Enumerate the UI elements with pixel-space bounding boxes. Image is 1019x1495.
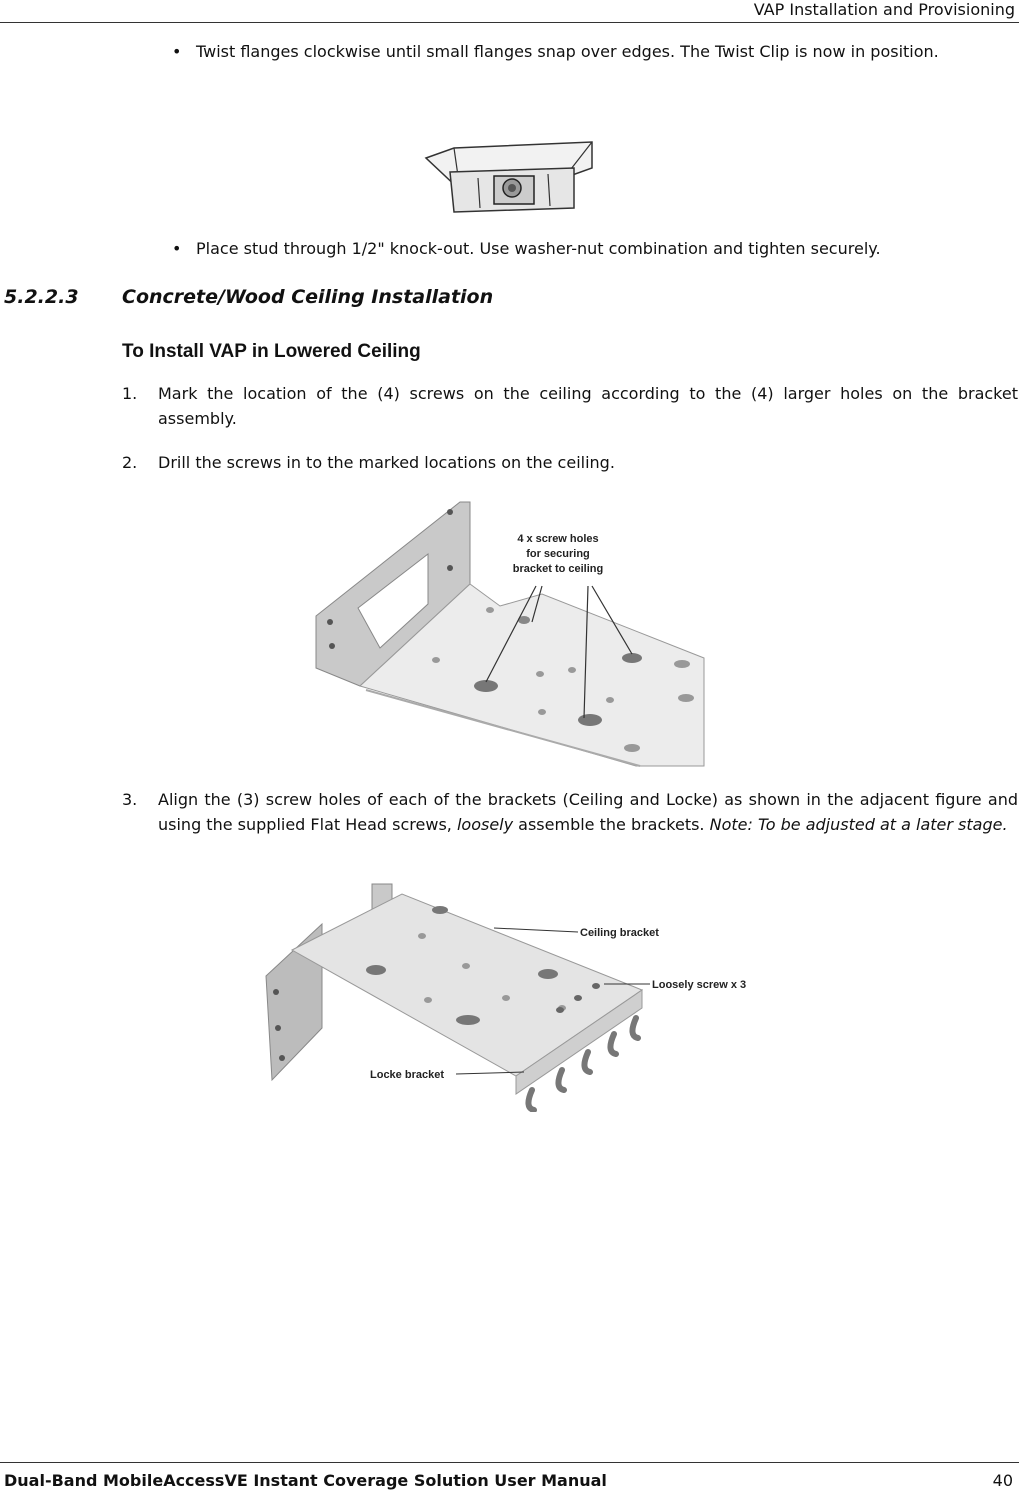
- step-number: 1.: [122, 384, 138, 403]
- emphasis-loosely: loosely: [456, 815, 514, 834]
- callout-line-2: for securing: [526, 548, 590, 560]
- step-2: [122, 450, 1018, 475]
- bullet-marker: •: [172, 239, 182, 258]
- bullet-text: Place stud through 1/2" knock-out. Use washer-nut combination and tighten securely.: [196, 239, 881, 258]
- bullet-marker: •: [172, 42, 182, 61]
- section-number: 5.2.2.3: [4, 286, 79, 308]
- callout-line-3: bracket to ceiling: [512, 563, 604, 575]
- step-1: [122, 381, 1018, 431]
- ceiling-bracket-figure: [310, 498, 710, 770]
- assembled-brackets-figure: [262, 880, 762, 1112]
- step-note: Note: To be adjusted at a later stage.: [709, 815, 1008, 834]
- bullet-twist-flanges: [172, 40, 1018, 64]
- section-title: Concrete/Wood Ceiling Installation: [122, 286, 494, 308]
- label-ceiling-bracket: Ceiling bracket: [580, 927, 659, 939]
- page-header: [0, 0, 1019, 23]
- step-number: 3.: [122, 790, 138, 809]
- section-heading: [4, 286, 493, 308]
- bullet-place-stud: [172, 237, 1018, 261]
- page-footer: [0, 1462, 1019, 1495]
- step-number: 2.: [122, 453, 138, 472]
- label-locke-bracket: Locke bracket: [370, 1069, 444, 1081]
- step-text: Drill the screws in to the marked locations on the ceiling.: [158, 453, 615, 472]
- header-title: VAP Installation and Provisioning: [753, 0, 1015, 19]
- step-text: Mark the location of the (4) screws on the ceiling according to the (4) larger holes on the bracket assembly.: [158, 384, 1018, 428]
- twist-clip-figure: [424, 138, 594, 218]
- procedure-heading: To Install VAP in Lowered Ceiling: [122, 341, 421, 362]
- page-number: 40: [992, 1471, 1013, 1490]
- step-text: [158, 787, 1018, 837]
- step-text-part: assemble the brackets.: [513, 815, 710, 834]
- step-3: [122, 787, 1018, 837]
- step-text-part: Align the (3) screw holes of each of the brackets (Ceiling and Locke) as shown in the adjacent figure and using the supplied Flat Head screws,: [158, 790, 1018, 834]
- footer-manual-title: Dual-Band MobileAccessVE Instant Coverage Solution User Manual: [4, 1471, 607, 1490]
- label-loosely-screw: Loosely screw x 3: [652, 979, 747, 991]
- callout-line-1: 4 x screw holes: [517, 533, 599, 545]
- bullet-text: Twist flanges clockwise until small flanges snap over edges. The Twist Clip is now in position.: [196, 42, 939, 61]
